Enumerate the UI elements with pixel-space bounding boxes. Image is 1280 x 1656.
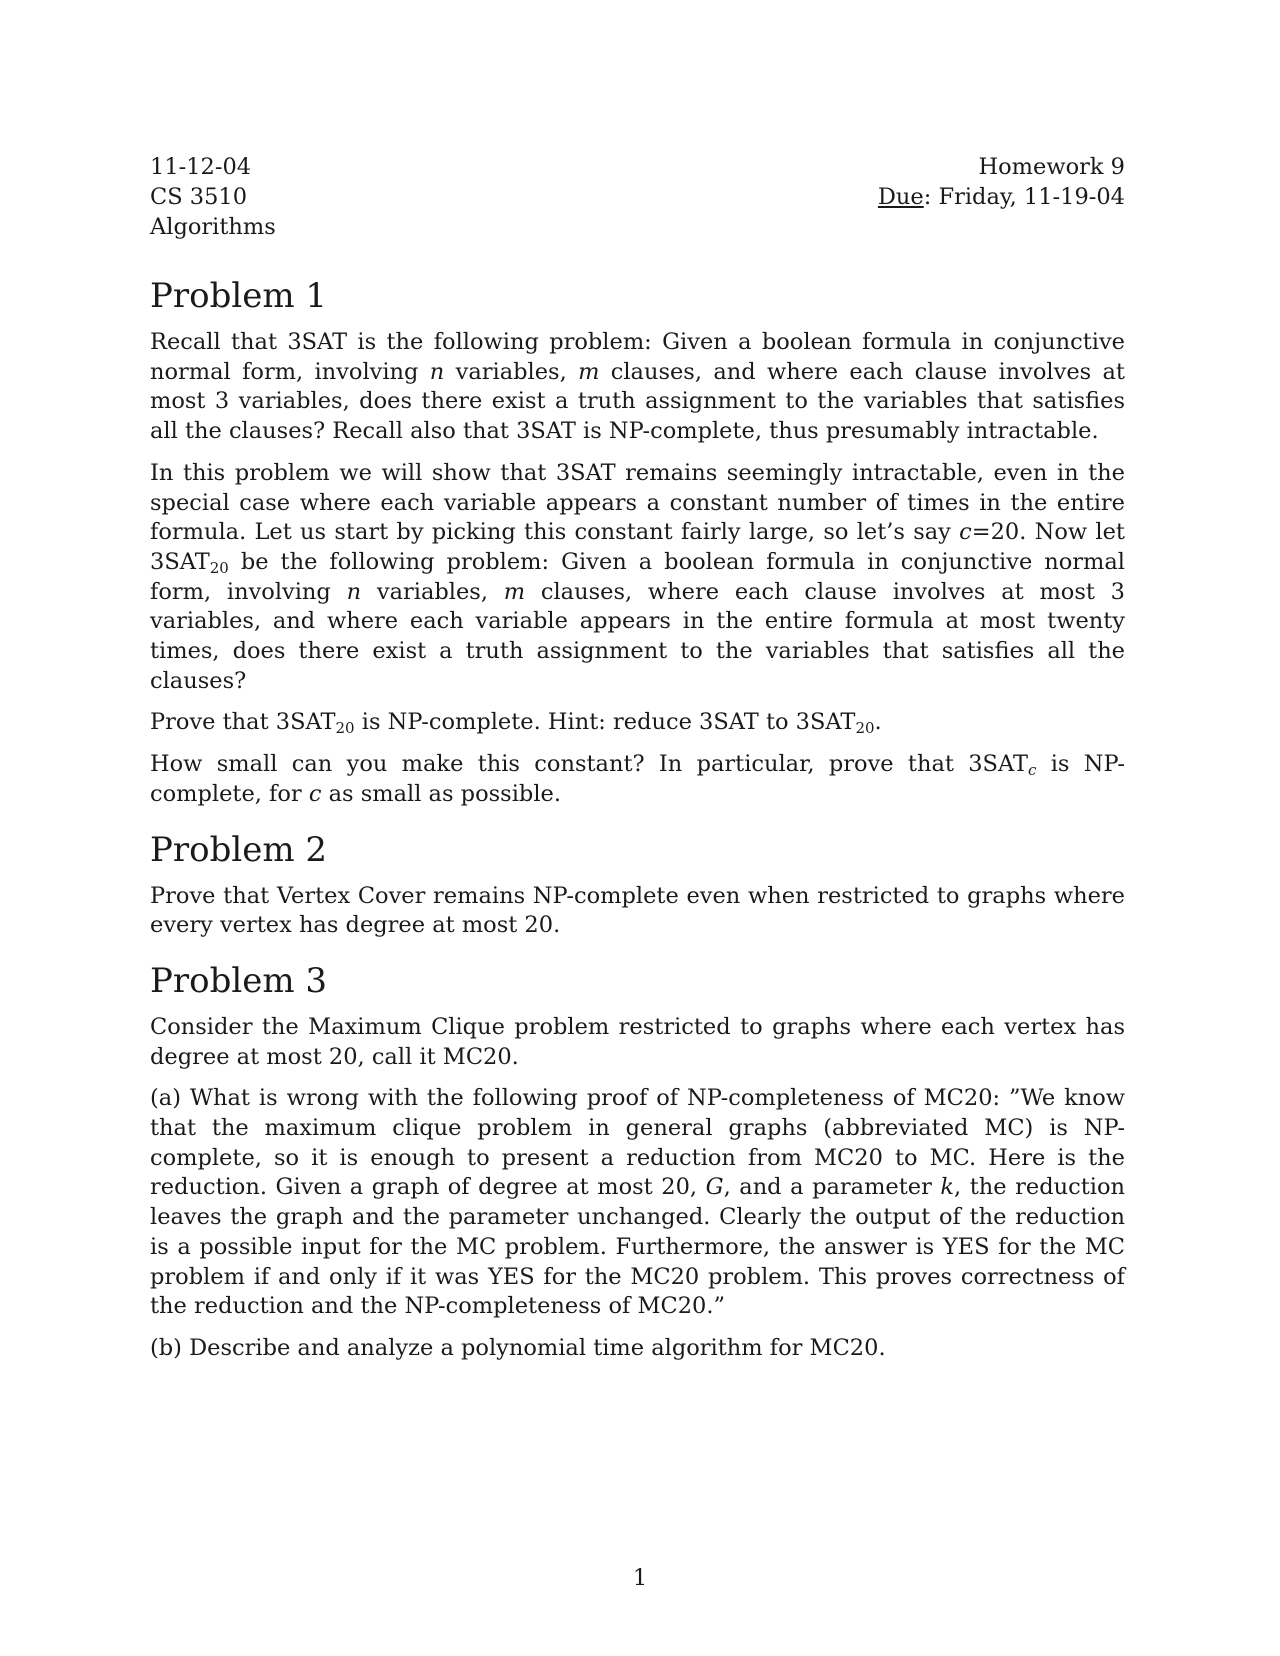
problem-3-paragraph: Consider the Maximum Clique problem restricted to graphs where each vertex has degree at most 20, call it MC20. xyxy=(150,1013,1125,1070)
problem-1-title: Problem 1 xyxy=(150,276,328,316)
header-left xyxy=(150,152,276,242)
problem-3-title: Problem 3 xyxy=(150,960,328,1001)
due-label: Due xyxy=(877,184,924,210)
problem-1-paragraph-2: In this problem we will show that 3SAT remains seemingly intractable, even in the special case where each variable appears a constant number of times in the entire formula. Let us start by picking this constant fairly large, so let’s say c=20. Now let $3SAT_{20}$ be the following problem: Given a boolean formula in conjunctive normal form, involving n variables, m clauses, where each clause involves at most 3 variables, and where each variable appears in the entire formula at most twenty times, does there exist a truth assignment to the variables that satisfies all the clauses? xyxy=(150,459,1125,694)
due-value: : Friday, 11-19-04 xyxy=(923,184,1125,210)
problem-1-paragraph-1: Recall that 3SAT is the following problem: Given a boolean formula in conjunctive normal form, involving n variables, m clauses, and where each clause involves at most 3 variables, does there exist a truth assignment to the variables that satisfies all the clauses? Recall also that 3SAT is NP-complete, thus presumably intractable. xyxy=(150,329,1125,445)
problem-1-paragraph-3: Prove that $3SAT_{20}$ is NP-complete. Hint: reduce 3SAT to $3SAT_{20}$. xyxy=(150,709,882,738)
problem-2-title: Problem 2 xyxy=(150,829,328,870)
course-number: CS 3510 xyxy=(150,184,248,210)
date: 11-12-04 xyxy=(150,154,252,180)
course-subject: Algorithms xyxy=(150,214,276,240)
problem-1-paragraph-4: How small can you make this constant? In particular, prove that $3SAT_c$ is NP-complete, for c as small as possible. xyxy=(150,751,1126,807)
problem-3-part-a: (a) What is wrong with the following proof of NP-completeness of MC20: ”We know that the maximum clique problem in general graphs (abbreviated MC) is NP-complete, so it is enough to present a reduction from MC20 to MC. Here is the reduction. Given a graph of degree at most 20, G, and a parameter k, the reduction leaves the graph and the parameter unchanged. Clearly the output of the reduction is a possible input for the MC problem. Furthermore, the answer is YES for the MC problem if and only if it was YES for the MC20 problem. This proves correctness of the reduction and the NP-completeness of MC20.” xyxy=(150,1085,1125,1320)
problem-2-paragraph: Prove that Vertex Cover remains NP-complete even when restricted to graphs where every vertex has degree at most 20. xyxy=(150,882,1125,939)
due-date xyxy=(878,182,1125,212)
page-number: 1 xyxy=(632,1565,648,1591)
homework-title: Homework 9 xyxy=(978,154,1125,180)
header-right xyxy=(878,152,1125,212)
problem-3-part-b: (b) Describe and analyze a polynomial time algorithm for MC20. xyxy=(150,1334,886,1361)
header xyxy=(150,152,1125,242)
document-page xyxy=(150,152,1125,1364)
